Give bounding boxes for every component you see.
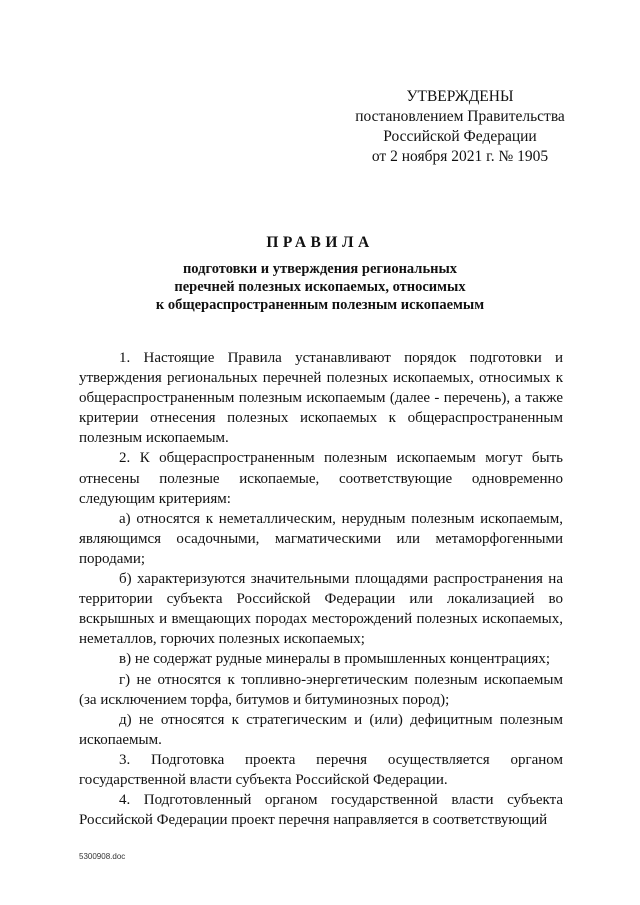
subtitle-line: перечней полезных ископаемых, относимых <box>174 279 466 295</box>
approval-line: постановлением Правительства <box>355 108 565 125</box>
paragraph-2d: д) не относятся к стратегическим и (или) дефицитным полезным ископаемым. <box>79 711 563 748</box>
approval-date-number: от 2 ноября 2021 г. № 1905 <box>371 148 549 165</box>
paragraph-2a: а) относятся к неметаллическим, нерудным полезным ископаемым, являющимся осадочными, магматическими или метаморфогенными породами; <box>79 510 563 567</box>
paragraph-3: 3. Подготовка проекта перечня осуществляется органом государственной власти субъекта Российской Федерации. <box>79 751 563 788</box>
subtitle-line: к общераспространенным полезным ископаемым <box>155 297 485 313</box>
document-subtitle <box>0 260 640 314</box>
document-body <box>79 348 563 830</box>
document-title: ПРАВИЛА <box>266 234 374 251</box>
paragraph-1: 1. Настоящие Правила устанавливают порядок подготовки и утверждения региональных перечней полезных ископаемых, относимых к общераспространенным полезным ископаемым (далее - перечень), а также критерии отнесения полезных ископаемых к общераспространенным полезным ископаемым. <box>79 350 563 447</box>
paragraph-2: 2. К общераспространенным полезным ископаемым могут быть отнесены полезные ископаемые, соответствующие одновременно следующим критериям: <box>79 450 563 507</box>
paragraph-2b: б) характеризуются значительными площадями распространения на территории субъекта Российской Федерации или локализацией во вскрышных и вмещающих породах месторождений полезных ископаемых, неметаллов, горючих полезных ископаемых; <box>79 571 563 648</box>
file-name-footer: 5300908.doc <box>79 852 126 861</box>
approval-block <box>330 87 590 167</box>
paragraph-4: 4. Подготовленный органом государственной власти субъекта Российской Федерации проект перечня направляется в соответствующий <box>79 792 563 829</box>
approval-line: Российской Федерации <box>383 128 537 145</box>
approval-heading: УТВЕРЖДЕНЫ <box>406 88 514 105</box>
subtitle-line: подготовки и утверждения региональных <box>182 261 458 277</box>
paragraph-2g: г) не относятся к топливно-энергетическим полезным ископаемым (за исключением торфа, битумов и битуминозных пород); <box>79 671 563 708</box>
paragraph-2v: в) не содержат рудные минералы в промышленных концентрациях; <box>119 651 551 668</box>
